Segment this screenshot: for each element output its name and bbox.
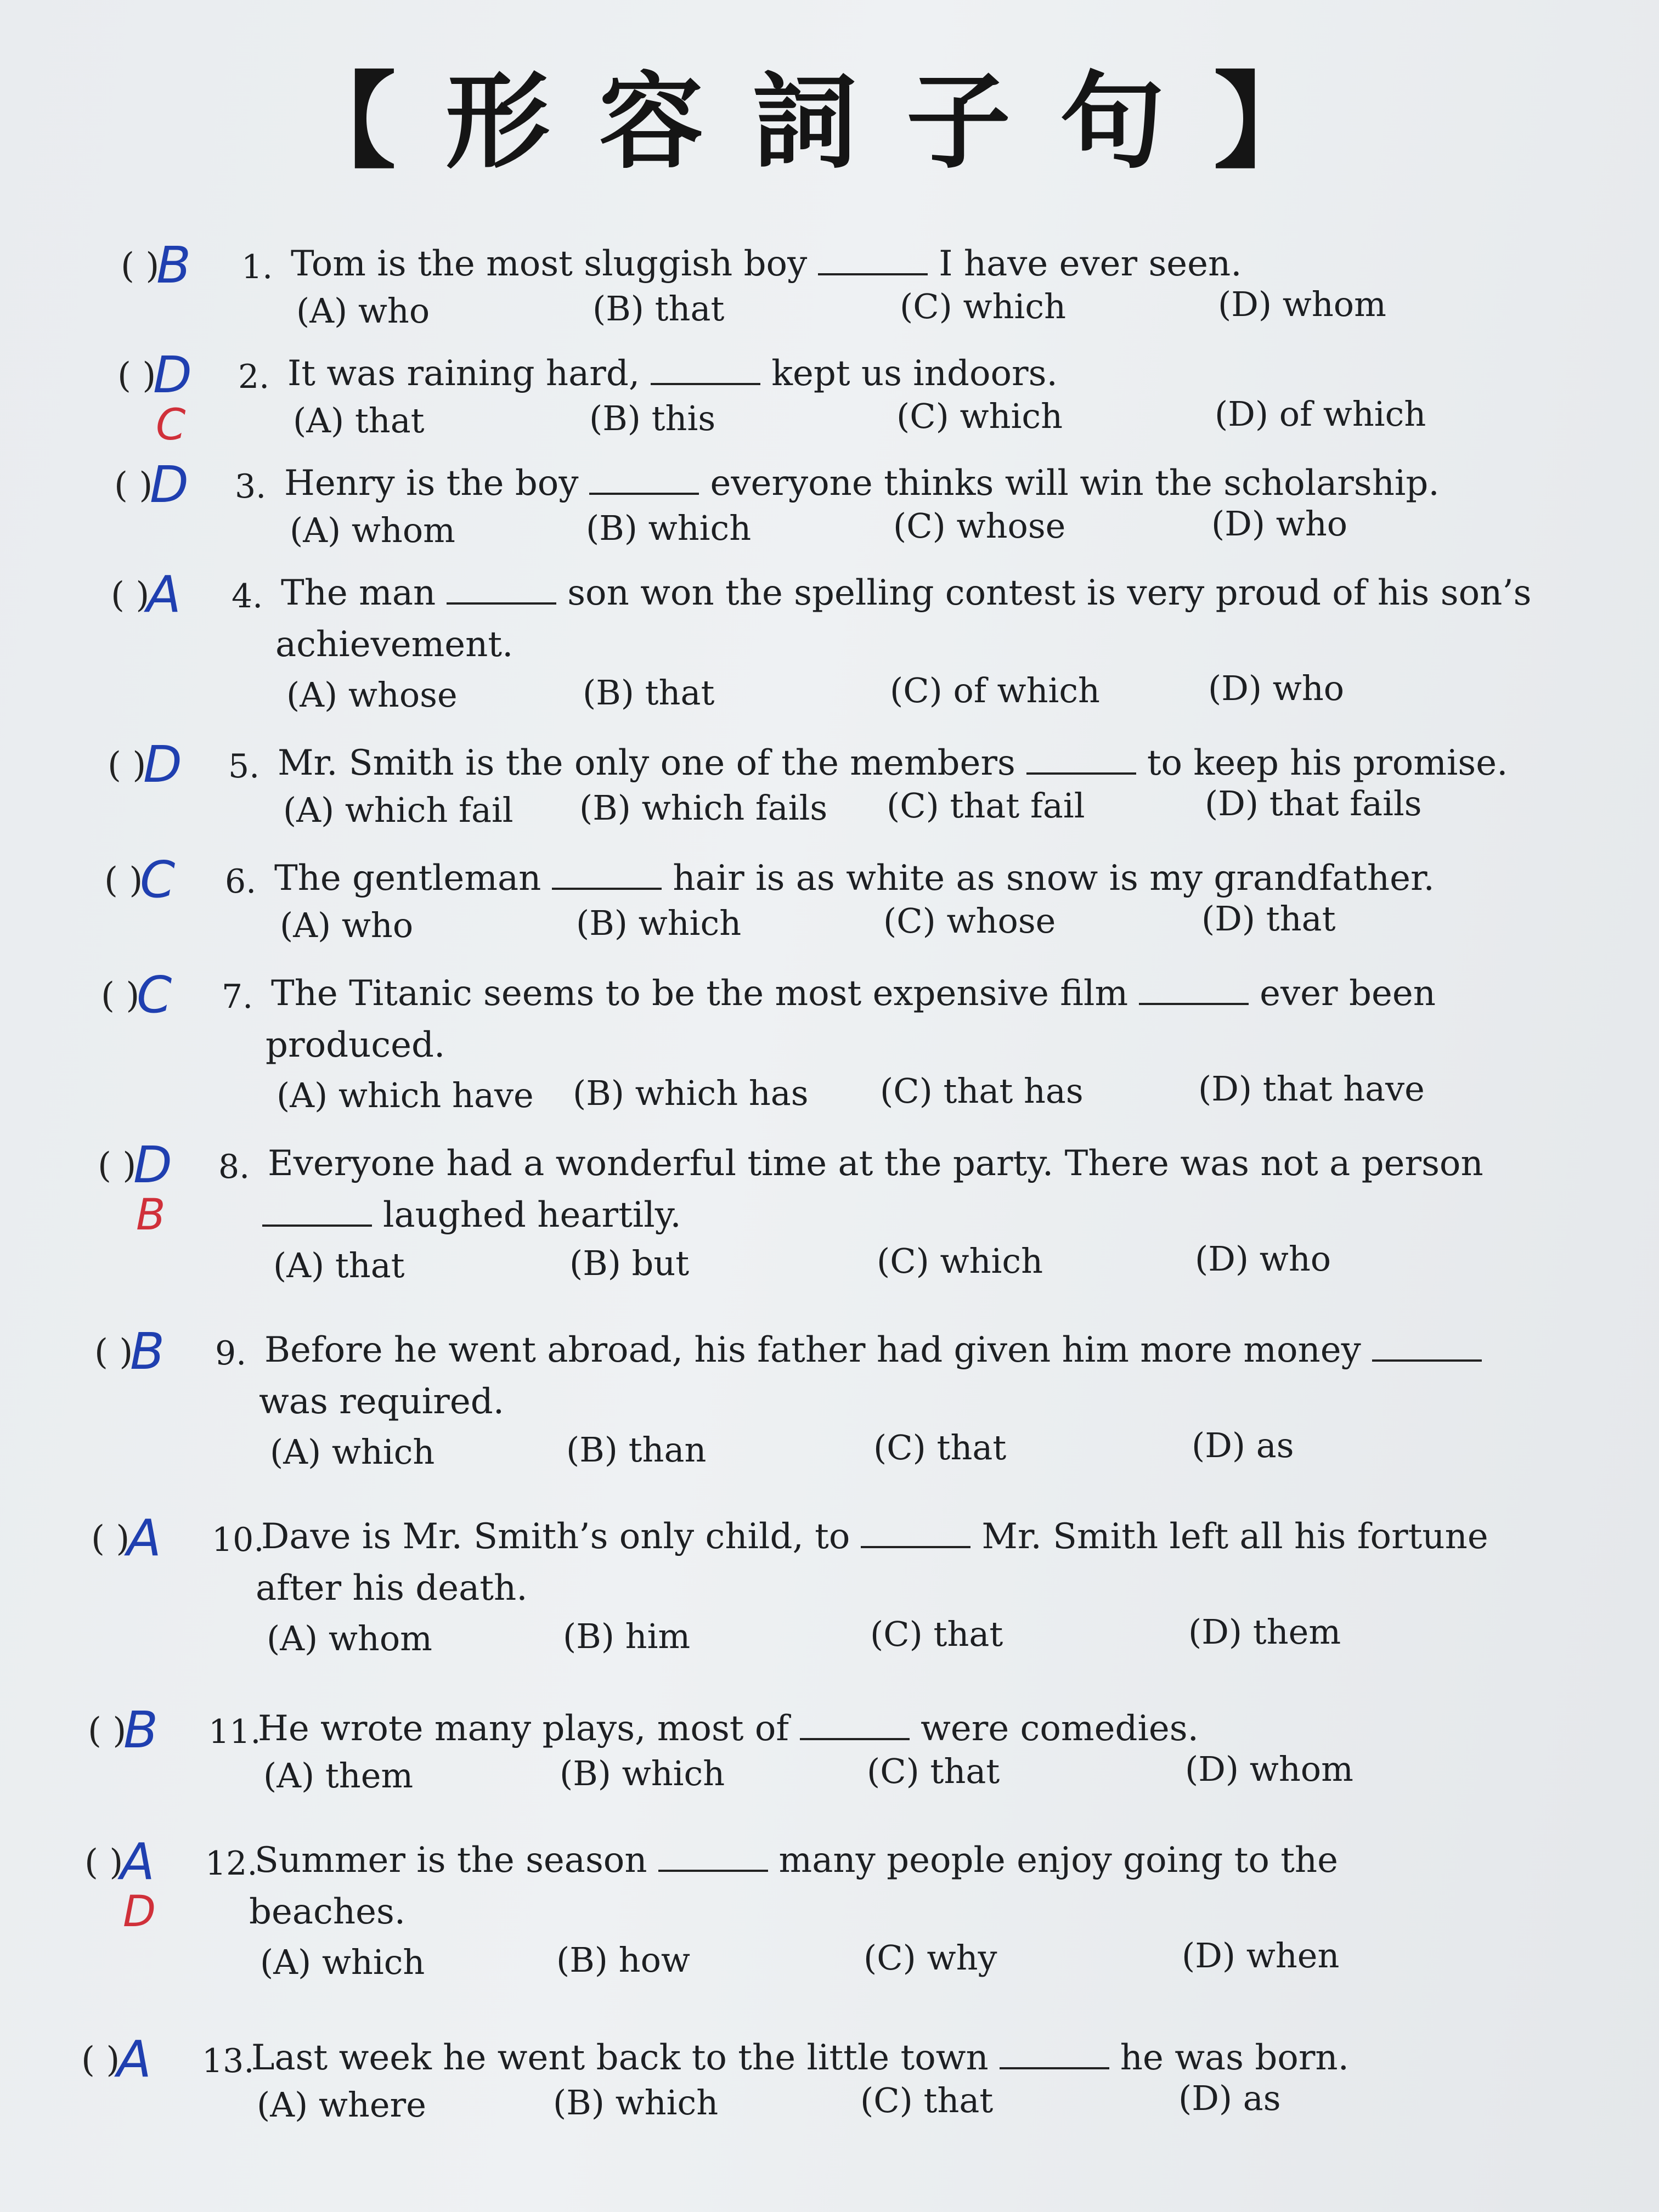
answer-parentheses: ( ) [84, 1842, 123, 1883]
option-c: (C) whose [883, 901, 1056, 941]
question-number: 3. [235, 467, 267, 506]
question-stem [258, 1708, 1199, 1749]
answer-parentheses: ( ) [88, 1711, 127, 1751]
question-stem [268, 1143, 1483, 1184]
option-c: (C) whose [893, 506, 1066, 546]
answer-parentheses: ( ) [104, 860, 143, 901]
stem-part-1: Summer is the season [255, 1840, 647, 1881]
stem-line-2-text: laughed heartily. [383, 1195, 681, 1235]
option-a: (A) who [296, 291, 430, 331]
option-b: (B) but [569, 1243, 690, 1283]
answer-blank [447, 597, 556, 605]
stem-part-2: many people enjoy going to the [778, 1840, 1338, 1881]
answer-blank [818, 268, 928, 275]
stem-part-1: Mr. Smith is the only one of the members [278, 743, 1015, 783]
question-item [0, 1317, 1659, 1498]
answer-parentheses: ( ) [101, 975, 140, 1016]
option-c: (C) that has [880, 1071, 1084, 1111]
handwritten-answer: A [146, 565, 181, 624]
question-number: 13. [202, 2042, 255, 2080]
option-c: (C) that fail [887, 786, 1085, 826]
option-b: (B) which has [573, 1073, 809, 1113]
question-stem-line-2 [262, 1195, 681, 1235]
stem-line-2-text: after his death. [256, 1568, 528, 1609]
stem-part-1: The gentleman [274, 858, 541, 899]
handwritten-answer: A [127, 1509, 161, 1567]
stem-part-2: hair is as white as snow is my grandfather. [673, 858, 1435, 899]
handwritten-answer: B [123, 1701, 159, 1759]
question-stem [255, 1840, 1338, 1881]
option-d: (D) whom [1218, 284, 1386, 324]
question-stem-line-2 [256, 1568, 528, 1609]
option-b: (B) which [576, 903, 742, 943]
question-number: 12. [205, 1844, 258, 1883]
stem-part-1: The man [281, 573, 436, 613]
answer-blank [651, 377, 760, 385]
option-b: (B) that [592, 289, 725, 329]
stem-part-2: I have ever seen. [939, 244, 1242, 284]
option-a: (A) which [260, 1942, 425, 1982]
answer-blank [262, 1219, 372, 1227]
handwritten-answer: D [150, 455, 189, 514]
option-c: (C) why [864, 1938, 997, 1978]
stem-part-2: he was born. [1120, 2038, 1349, 2078]
handwritten-answer: D [133, 1136, 172, 1194]
answer-parentheses: ( ) [91, 1519, 130, 1559]
option-a: (A) which have [276, 1075, 534, 1115]
option-b: (B) how [556, 1940, 690, 1980]
option-d: (D) who [1195, 1239, 1331, 1279]
option-a: (A) whom [267, 1618, 432, 1658]
question-stem [274, 858, 1435, 899]
option-c: (C) that [870, 1614, 1003, 1654]
option-a: (A) whom [290, 510, 455, 550]
question-stem [284, 463, 1440, 504]
question-number: 10. [212, 1521, 264, 1559]
option-d: (D) who [1211, 504, 1348, 544]
stem-part-1: The Titanic seems to be the most expensive film [271, 973, 1128, 1014]
answer-parentheses: ( ) [81, 2040, 120, 2080]
question-stem-line-2 [266, 1025, 445, 1065]
question-stem-line-2 [275, 624, 513, 665]
handwritten-answer: C [137, 966, 172, 1024]
option-d: (D) them [1188, 1612, 1341, 1652]
option-c: (C) that [860, 2080, 994, 2120]
question-number: 1. [241, 248, 273, 286]
stem-part-2: to keep his promise. [1147, 743, 1508, 783]
stem-part-1: He wrote many plays, most of [258, 1708, 789, 1749]
option-a: (A) that [273, 1245, 405, 1285]
question-number: 5. [228, 747, 260, 786]
handwritten-correction: D [123, 1887, 156, 1937]
option-b: (B) that [583, 673, 715, 713]
handwritten-correction: C [156, 400, 186, 450]
page-title: 【形容詞子句】 [291, 61, 1367, 183]
option-c: (C) of which [890, 670, 1100, 710]
option-d: (D) whom [1185, 1749, 1353, 1789]
option-d: (D) that fails [1205, 783, 1422, 823]
answer-blank [1372, 1354, 1482, 1362]
option-d: (D) as [1192, 1425, 1294, 1465]
stem-line-2-text: was required. [259, 1381, 505, 1422]
handwritten-answer: A [117, 2030, 151, 2089]
option-c: (C) which [896, 396, 1063, 436]
handwritten-answer: D [153, 346, 192, 404]
handwritten-answer: C [140, 850, 176, 909]
question-item [0, 1130, 1659, 1311]
option-c: (C) that [867, 1751, 1000, 1791]
handwritten-answer: D [143, 735, 182, 794]
question-number: 8. [218, 1148, 250, 1186]
answer-blank [861, 1541, 970, 1548]
option-b: (B) which [586, 508, 752, 548]
question-stem [287, 353, 1058, 394]
question-number: 4. [232, 577, 263, 616]
answer-parentheses: ( ) [114, 465, 153, 506]
stem-part-1: Last week he went back to the little town [251, 2038, 989, 2078]
stem-part-2: were comedies. [921, 1708, 1199, 1749]
stem-part-2: kept us indoors. [771, 353, 1058, 394]
question-item [0, 1827, 1659, 2008]
option-c: (C) which [877, 1241, 1043, 1281]
option-a: (A) where [257, 2085, 426, 2125]
stem-part-1: Before he went abroad, his father had given him more money [264, 1330, 1361, 1370]
question-stem [291, 244, 1242, 284]
option-d: (D) as [1178, 2078, 1281, 2118]
answer-blank [1139, 997, 1249, 1005]
answer-blank [800, 1733, 910, 1740]
stem-part-1: Tom is the most sluggish boy [291, 244, 808, 284]
answer-parentheses: ( ) [108, 745, 146, 786]
stem-part-2: Mr. Smith left all his fortune [981, 1516, 1488, 1557]
answer-parentheses: ( ) [98, 1146, 137, 1186]
question-stem [271, 973, 1436, 1014]
stem-line-2-text: achievement. [275, 624, 514, 665]
option-a: (A) whose [286, 675, 458, 715]
handwritten-answer: A [120, 1832, 155, 1891]
option-d: (D) that have [1198, 1069, 1425, 1109]
stem-part-1: Everyone had a wonderful time at the party. There was not a person [268, 1143, 1483, 1184]
option-a: (A) them [263, 1756, 414, 1796]
option-b: (B) which [553, 2083, 719, 2123]
option-c: (C) that [873, 1427, 1007, 1468]
question-stem-line-2 [249, 1892, 405, 1932]
option-b: (B) than [566, 1430, 707, 1470]
answer-parentheses: ( ) [94, 1332, 133, 1373]
question-stem [264, 1330, 1493, 1370]
stem-part-2: ever been [1260, 973, 1436, 1014]
option-b: (B) which [560, 1753, 725, 1793]
answer-blank [658, 1864, 768, 1872]
stem-part-1: Henry is the boy [284, 463, 579, 504]
question-item [0, 1503, 1659, 1684]
stem-part-1: Dave is Mr. Smith’s only child, to [261, 1516, 850, 1557]
question-stem [278, 743, 1508, 783]
option-a: (A) who [280, 905, 414, 945]
stem-line-2-text: produced. [266, 1025, 445, 1065]
question-item [0, 560, 1659, 741]
answer-blank [1026, 767, 1136, 775]
question-number: 6. [225, 862, 257, 901]
option-a: (A) that [293, 400, 425, 441]
stem-line-2-text: beaches. [249, 1892, 406, 1932]
stem-part-2: son won the spelling contest is very proud of his son’s [567, 573, 1532, 613]
answer-parentheses: ( ) [117, 356, 156, 396]
question-stem [251, 2038, 1349, 2078]
question-number: 2. [238, 358, 270, 396]
option-d: (D) that [1201, 899, 1336, 939]
handwritten-correction: B [136, 1190, 166, 1240]
answer-parentheses: ( ) [121, 246, 160, 286]
answer-blank [1000, 2062, 1109, 2069]
option-d: (D) when [1182, 1936, 1340, 1976]
question-item [0, 2024, 1659, 2205]
option-d: (D) who [1208, 668, 1345, 708]
handwritten-answer: B [156, 236, 191, 295]
stem-part-2: everyone thinks will win the scholarship. [710, 463, 1440, 504]
option-b: (B) which fails [579, 788, 828, 828]
option-a: (A) which fail [283, 790, 514, 830]
option-a: (A) which [270, 1432, 435, 1472]
question-item [0, 960, 1659, 1141]
question-number: 7. [222, 978, 253, 1016]
question-number: 11. [208, 1713, 261, 1751]
option-c: (C) which [900, 286, 1066, 326]
answer-blank [589, 487, 699, 495]
answer-parentheses: ( ) [111, 575, 150, 616]
question-stem [281, 573, 1532, 613]
stem-part-1: It was raining hard, [287, 353, 640, 394]
option-b: (B) him [563, 1616, 691, 1656]
question-stem-line-2 [259, 1381, 504, 1422]
question-stem [261, 1516, 1488, 1557]
question-number: 9. [215, 1334, 247, 1373]
answer-blank [552, 882, 662, 890]
option-b: (B) this [589, 398, 716, 438]
option-d: (D) of which [1215, 394, 1426, 434]
handwritten-answer: B [130, 1322, 165, 1381]
